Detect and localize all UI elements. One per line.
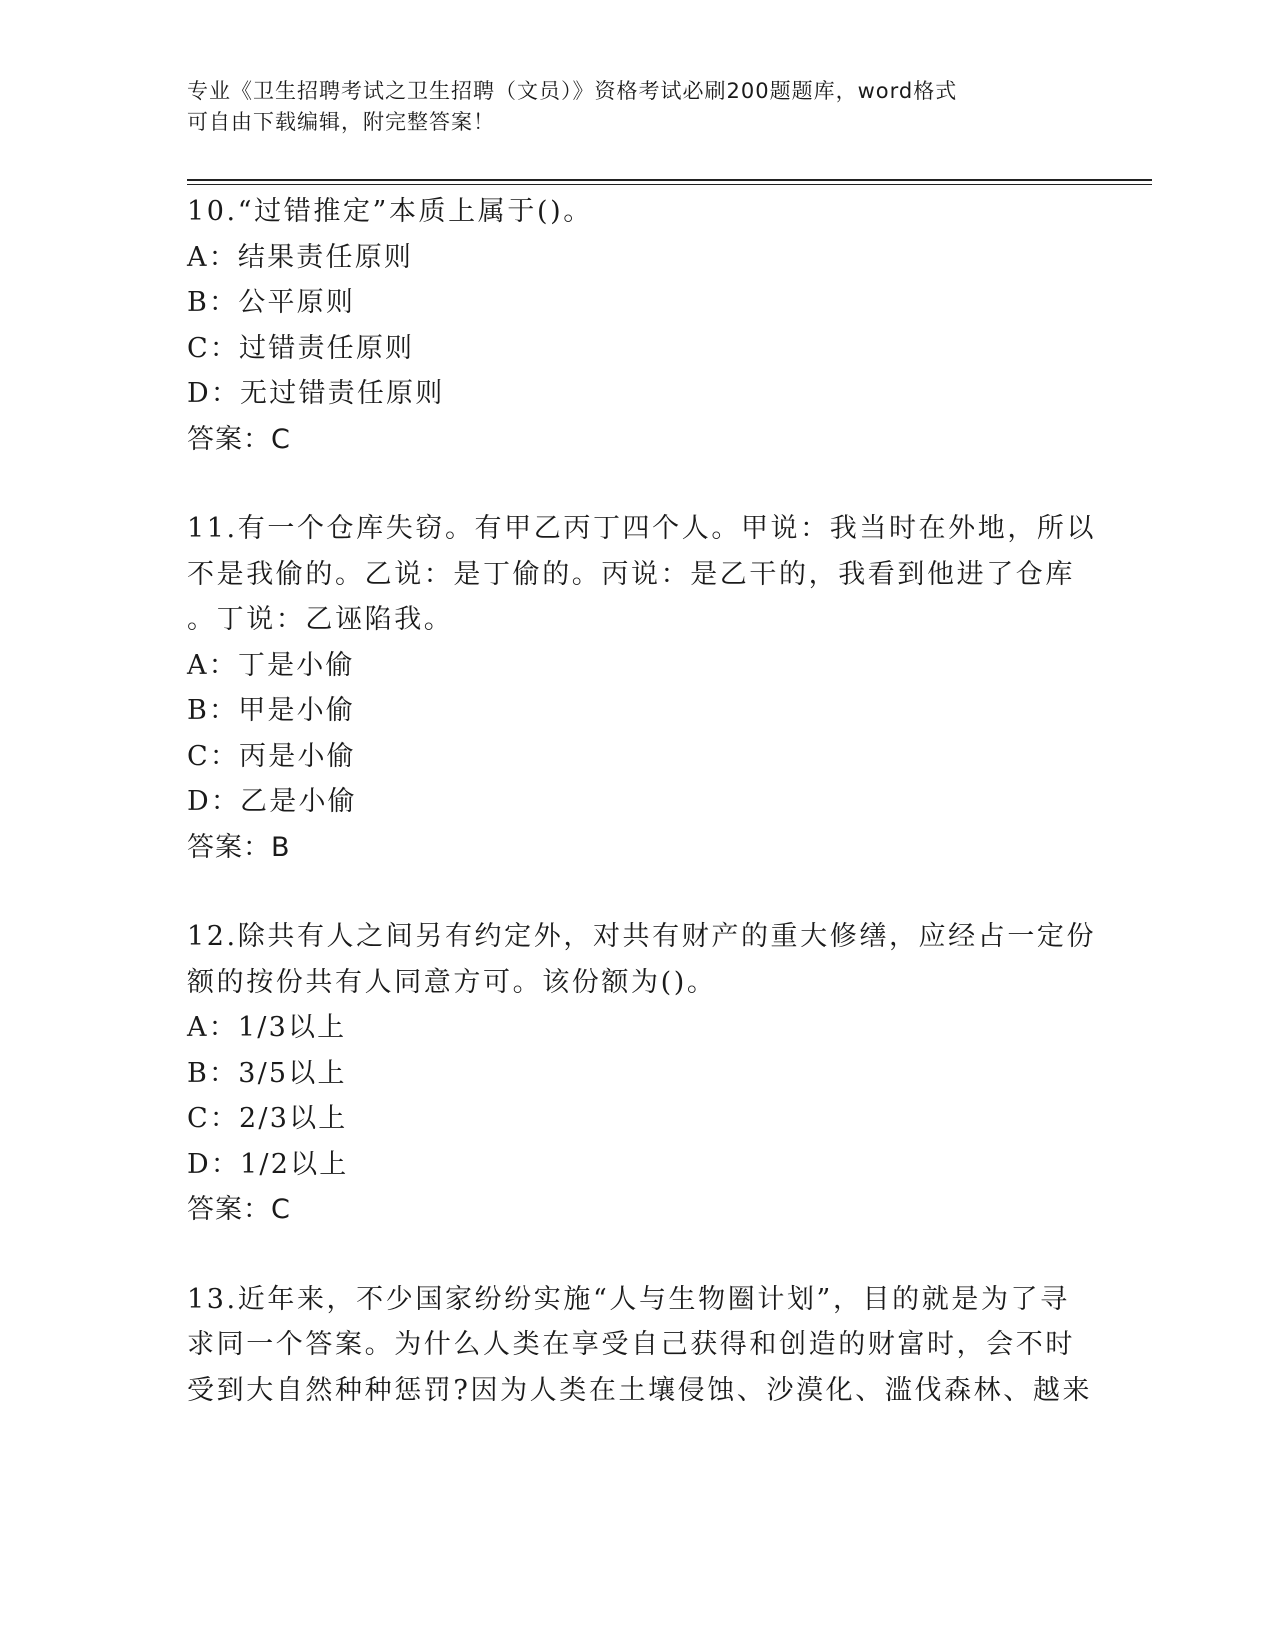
document-header xyxy=(187,76,1067,138)
option-a: A：丁是小偷 xyxy=(187,649,355,681)
question-block xyxy=(187,189,1087,462)
question-stem xyxy=(187,1277,1093,1414)
option-c: C：2/3以上 xyxy=(187,1103,348,1134)
question-text: 11.有一个仓库失窃。有甲乙丙丁四个人。甲说：我当时在外地，所以 xyxy=(187,513,1097,544)
question-block xyxy=(187,914,1097,1233)
option-b: B：公平原则 xyxy=(187,287,356,318)
answer-line: 答案：C xyxy=(187,1194,291,1225)
question-list xyxy=(187,189,1097,1457)
answer-line: 答案：C xyxy=(187,423,291,455)
question-text: 10.“过错推定”本质上属于()。 xyxy=(187,196,593,227)
question-stem xyxy=(187,189,1087,235)
header-divider-thick xyxy=(187,179,1152,181)
question-text: 受到大自然种种惩罚?因为人类在土壤侵蚀、沙漠化、滥伐森林、越来 xyxy=(187,1374,1093,1406)
question-block xyxy=(187,506,1097,870)
option-b: B：3/5以上 xyxy=(187,1057,347,1089)
question-stem xyxy=(187,914,1097,1005)
option-c: C：丙是小偷 xyxy=(187,740,356,772)
option-a: A：1/3以上 xyxy=(187,1012,347,1043)
question-block xyxy=(187,1277,1093,1414)
option-d: D：无过错责任原则 xyxy=(187,378,445,409)
answer-line: 答案：B xyxy=(187,831,291,863)
question-text: 不是我偷的。乙说：是丁偷的。丙说：是乙干的，我看到他进了仓库 xyxy=(187,558,1075,590)
header-line: 专业《卫生招聘考试之卫生招聘（文员）》资格考试必刷200题题库，word格式 xyxy=(187,79,958,103)
question-text: 13.近年来，不少国家纷纷实施“人与生物圈计划”，目的就是为了寻 xyxy=(187,1283,1070,1315)
header-divider-thin xyxy=(187,184,1152,185)
question-text: 12.除共有人之间另有约定外，对共有财产的重大修缮，应经占一定份 xyxy=(187,921,1097,952)
option-a: A：结果责任原则 xyxy=(187,241,414,273)
option-d: D：1/2以上 xyxy=(187,1148,349,1180)
question-text: 额的按份共有人同意方可。该份额为()。 xyxy=(187,966,717,998)
header-line: 可自由下载编辑，附完整答案！ xyxy=(187,110,495,134)
question-text: 求同一个答案。为什么人类在享受自己获得和创造的财富时，会不时 xyxy=(187,1329,1075,1360)
question-text: 。丁说：乙诬陷我。 xyxy=(187,604,454,635)
question-stem xyxy=(187,506,1097,643)
option-c: C：过错责任原则 xyxy=(187,332,415,364)
option-d: D：乙是小偷 xyxy=(187,786,357,817)
option-b: B：甲是小偷 xyxy=(187,695,356,726)
